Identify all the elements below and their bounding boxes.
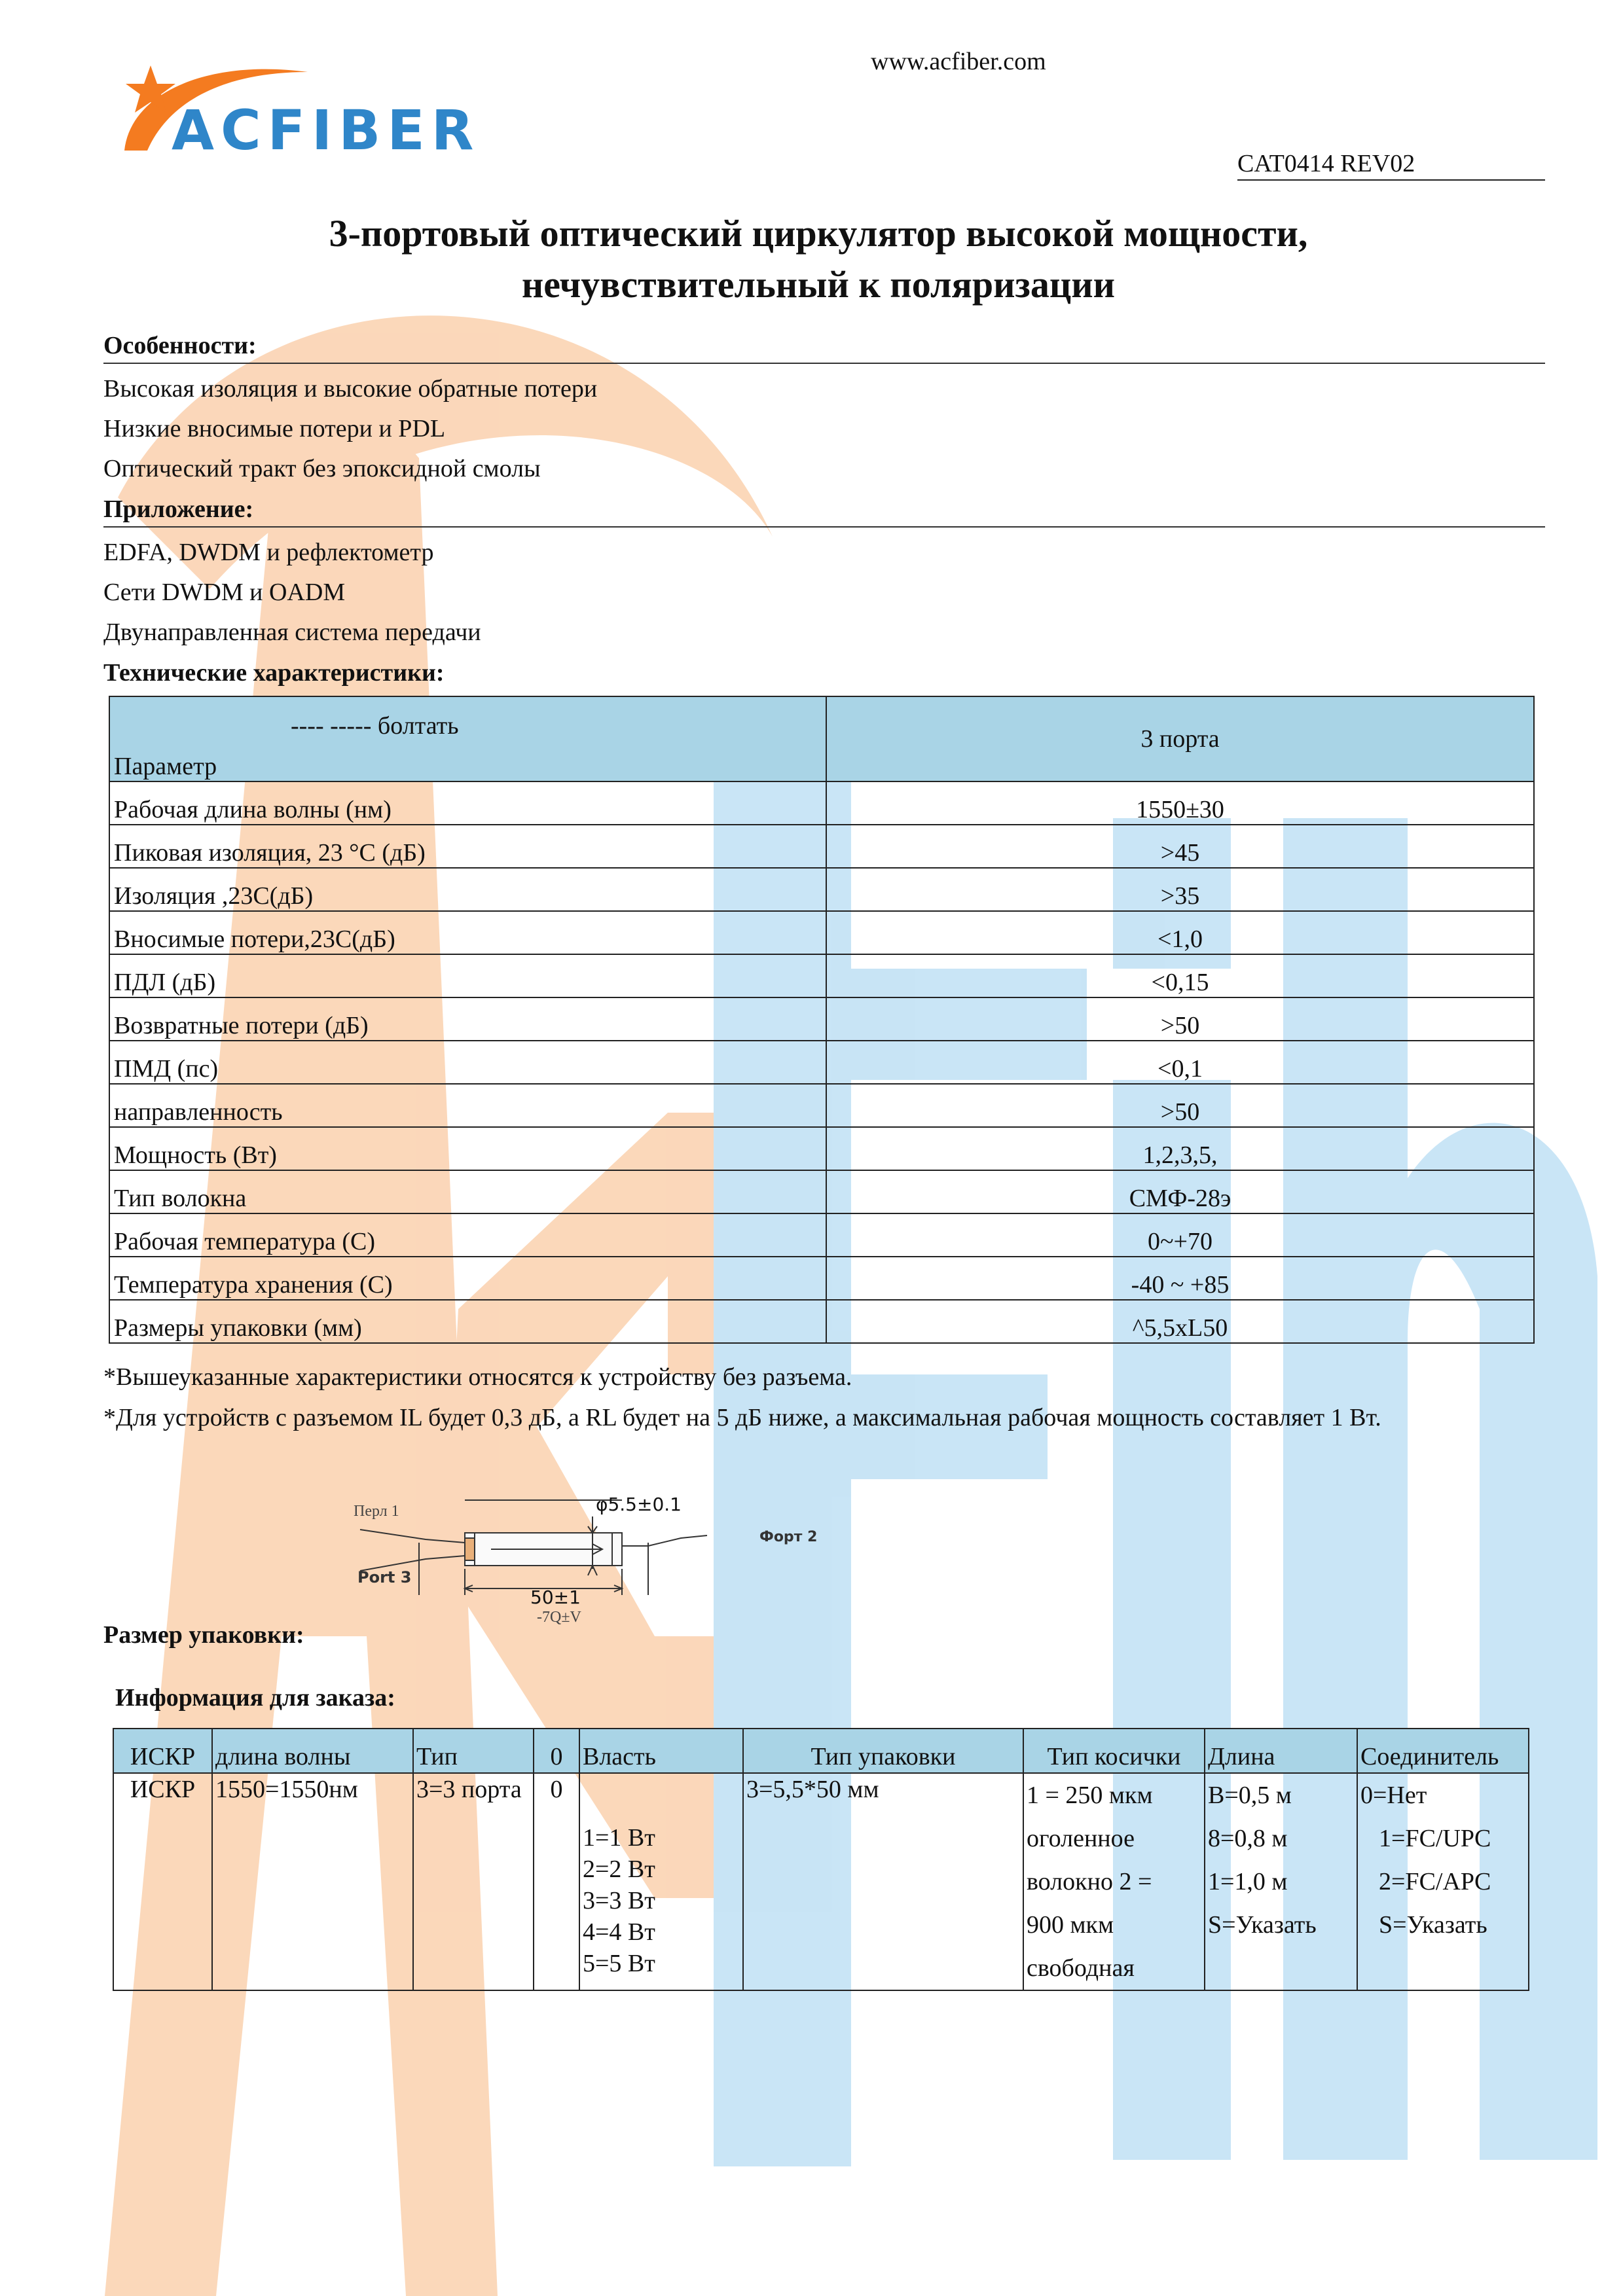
pigtail-line: 900 мкм [1027, 1911, 1114, 1939]
ordering-cell: 3=3 порта [413, 1773, 534, 1990]
spec-value: 1550±30 [826, 781, 1534, 825]
spec-param: Пиковая изоляция, 23 °C (дБ) [109, 825, 826, 868]
spec-value: <1,0 [826, 911, 1534, 954]
connector-option: 0=Нет [1360, 1782, 1427, 1809]
ordering-heading: Информация для заказа: [115, 1684, 395, 1712]
ordering-col-header: Соединитель [1357, 1729, 1529, 1773]
application-item: Сети DWDM и OADM [103, 579, 346, 606]
spec-param: ПДЛ (дБ) [109, 954, 826, 997]
logo-text: ACFIBER [172, 98, 481, 162]
spec-value: >50 [826, 997, 1534, 1041]
spec-param: Вносимые потери,23C(дБ) [109, 911, 826, 954]
ordering-col-header: Тип косички [1023, 1729, 1205, 1773]
pigtail-line: 1 = 250 мкм [1027, 1782, 1153, 1809]
specs-table [109, 696, 1535, 1344]
ordering-col-header: ИСКР [113, 1729, 212, 1773]
ordering-col-header: длина волны [212, 1729, 413, 1773]
spec-param: Тип волокна [109, 1170, 826, 1213]
page-title-line-2: нечувствительный к поляризации [521, 263, 1116, 306]
table-row [109, 1041, 1534, 1084]
ordering-header-row [113, 1729, 1529, 1773]
ordering-col-header: 0 [534, 1729, 579, 1773]
ordering-power-cell [579, 1773, 743, 1990]
table-row [109, 1084, 1534, 1127]
table-row [109, 911, 1534, 954]
spec-param: Температура хранения (C) [109, 1257, 826, 1300]
pigtail-line: свободная [1027, 1954, 1135, 1982]
spec-param: направленность [109, 1084, 826, 1127]
table-row [109, 1170, 1534, 1213]
application-item: Двунаправленная система передачи [103, 619, 481, 646]
package-size-heading: Размер упаковки: [103, 1621, 304, 1649]
table-row [109, 781, 1534, 825]
page-title-line-1: 3-портовый оптический циркулятор высокой мощности, [329, 212, 1308, 255]
application-item: EDFA, DWDM и рефлектометр [103, 539, 434, 566]
length-label: 50±1 [530, 1587, 581, 1608]
table-row [109, 1213, 1534, 1257]
ordering-col-header: Длина [1205, 1729, 1357, 1773]
ordering-table [113, 1728, 1529, 1991]
table-row [109, 997, 1534, 1041]
specs-heading: Технические характеристики: [103, 659, 445, 687]
connector-option: S=Указать [1379, 1911, 1487, 1939]
pigtail-line: оголенное [1027, 1825, 1135, 1852]
power-option: 4=4 Вт [583, 1918, 655, 1946]
spec-param: Изоляция ,23C(дБ) [109, 868, 826, 911]
ordering-connector-cell [1357, 1773, 1529, 1990]
port-1-label: Перл 1 [354, 1503, 399, 1520]
website-url: www.acfiber.com [871, 48, 1046, 75]
specs-header-row [109, 696, 1534, 781]
length-option: S=Указать [1208, 1911, 1317, 1939]
length-option: B=0,5 м [1208, 1782, 1292, 1809]
spec-value: >35 [826, 868, 1534, 911]
port-3-label: Port 3 [357, 1568, 412, 1587]
circulator-drawing-icon [340, 1480, 825, 1631]
spec-param: Возвратные потери (дБ) [109, 997, 826, 1041]
catalog-number: CAT0414 REV02 [1237, 149, 1545, 181]
connector-option: 1=FC/UPC [1379, 1825, 1491, 1852]
ordering-pigtail-cell [1023, 1773, 1205, 1990]
package-diagram [340, 1480, 825, 1631]
spec-param: Рабочая температура (C) [109, 1213, 826, 1257]
spec-value: СМФ-28э [826, 1170, 1534, 1213]
pigtail-line: волокно 2 = [1027, 1868, 1152, 1895]
length-sub-label: -7Q±V [537, 1609, 581, 1626]
spec-param: Рабочая длина волны (нм) [109, 781, 826, 825]
feature-item: Низкие вносимые потери и PDL [103, 415, 446, 442]
ordering-col-header: Тип [413, 1729, 534, 1773]
spec-param: Размеры упаковки (мм) [109, 1300, 826, 1343]
table-row [109, 825, 1534, 868]
spec-value: >50 [826, 1084, 1534, 1127]
specs-header-param [109, 696, 826, 781]
spec-value: 1,2,3,5, [826, 1127, 1534, 1170]
table-row [109, 1300, 1534, 1343]
length-option: 8=0,8 м [1208, 1825, 1288, 1852]
application-heading: Приложение: [103, 495, 1545, 528]
ordering-cell: ИСКР [113, 1773, 212, 1990]
length-option: 1=1,0 м [1208, 1868, 1288, 1895]
power-option: 1=1 Вт [583, 1824, 655, 1852]
features-heading: Особенности: [103, 331, 1545, 364]
port-2-label: Форт 2 [759, 1529, 818, 1545]
table-row [109, 954, 1534, 997]
table-row [109, 1127, 1534, 1170]
ordering-col-header: Власть [579, 1729, 743, 1773]
connector-option: 2=FC/APC [1379, 1868, 1491, 1895]
spec-value: 0~+70 [826, 1213, 1534, 1257]
power-option: 3=3 Вт [583, 1887, 655, 1914]
specs-note-2: *Для устройств с разъемом IL будет 0,3 дБ, а RL будет на 5 дБ ниже, а максимальная рабочая мощность составляет 1 Вт. [103, 1404, 1381, 1431]
spec-value: >45 [826, 825, 1534, 868]
specs-note-1: *Вышеуказанные характеристики относятся к устройству без разъема. [103, 1363, 852, 1391]
ordering-cell: 0 [534, 1773, 579, 1990]
spec-value: <0,15 [826, 954, 1534, 997]
ordering-cell: 1550=1550нм [212, 1773, 413, 1990]
ordering-cell: 3=5,5*50 мм [743, 1773, 1023, 1990]
spec-value: -40 ~ +85 [826, 1257, 1534, 1300]
spec-param: Мощность (Вт) [109, 1127, 826, 1170]
table-row [109, 1257, 1534, 1300]
feature-item: Оптический тракт без эпоксидной смолы [103, 455, 541, 482]
feature-item: Высокая изоляция и высокие обратные потери [103, 375, 598, 403]
table-row [113, 1773, 1529, 1990]
spec-value: <0,1 [826, 1041, 1534, 1084]
table-row [109, 868, 1534, 911]
ordering-col-header: Тип упаковки [743, 1729, 1023, 1773]
diameter-label: φ5.5±0.1 [596, 1494, 682, 1515]
spec-param: ПМД (пс) [109, 1041, 826, 1084]
power-option: 5=5 Вт [583, 1950, 655, 1977]
company-logo [111, 52, 481, 164]
ordering-length-cell [1205, 1773, 1357, 1990]
power-option: 2=2 Вт [583, 1856, 655, 1883]
specs-header-top: ---- ----- болтать [291, 712, 459, 740]
specs-header-value: 3 порта [826, 696, 1534, 781]
specs-header-param-label: Параметр [114, 753, 217, 780]
spec-value: ^5,5xL50 [826, 1300, 1534, 1343]
